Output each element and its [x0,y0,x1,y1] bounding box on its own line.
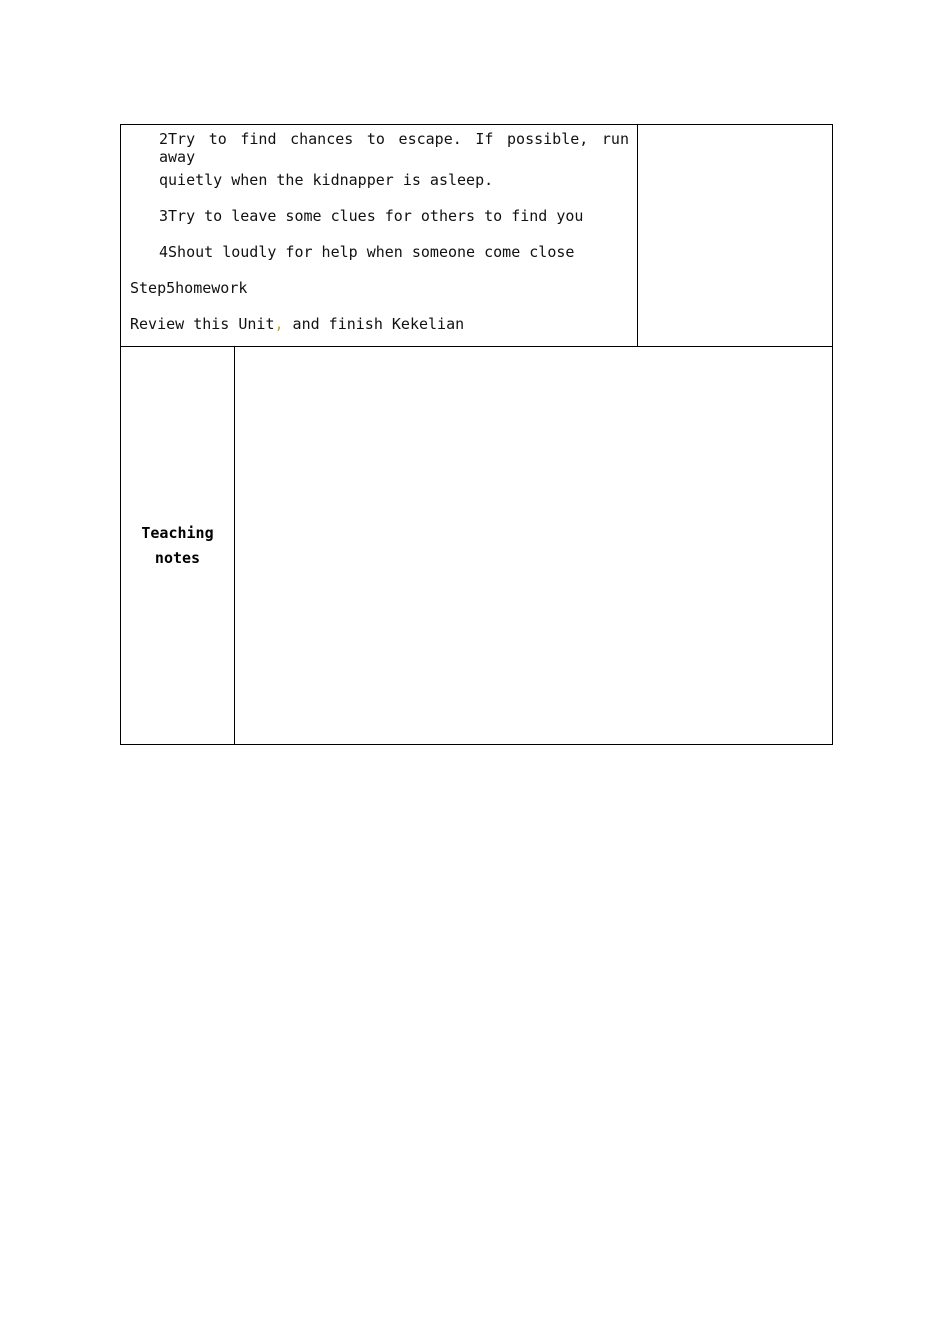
homework-review-text [130,315,464,333]
lesson-steps-table [120,124,833,347]
step-4-text: 4Shout loudly for help when someone come close [159,243,575,261]
review-text-part-1: Review this Unit [130,315,275,333]
step5-homework-heading: Step5homework [130,279,248,297]
teaching-notes-table [120,347,833,745]
teaching-notes-label: Teaching notes [141,523,214,567]
teaching-notes-label-cell [121,347,234,744]
step-2-text: 2Try to find chances to escape. If possible, run away [159,130,629,166]
review-text-part-2: and finish Kekelian [283,315,465,333]
teaching-notes-content[interactable] [235,347,832,744]
step-3-text: 3Try to leave some clues for others to find you [159,207,584,225]
review-comma: , [274,315,284,333]
column-divider [637,125,638,346]
step-2-continuation: quietly when the kidnapper is asleep. [159,171,494,189]
